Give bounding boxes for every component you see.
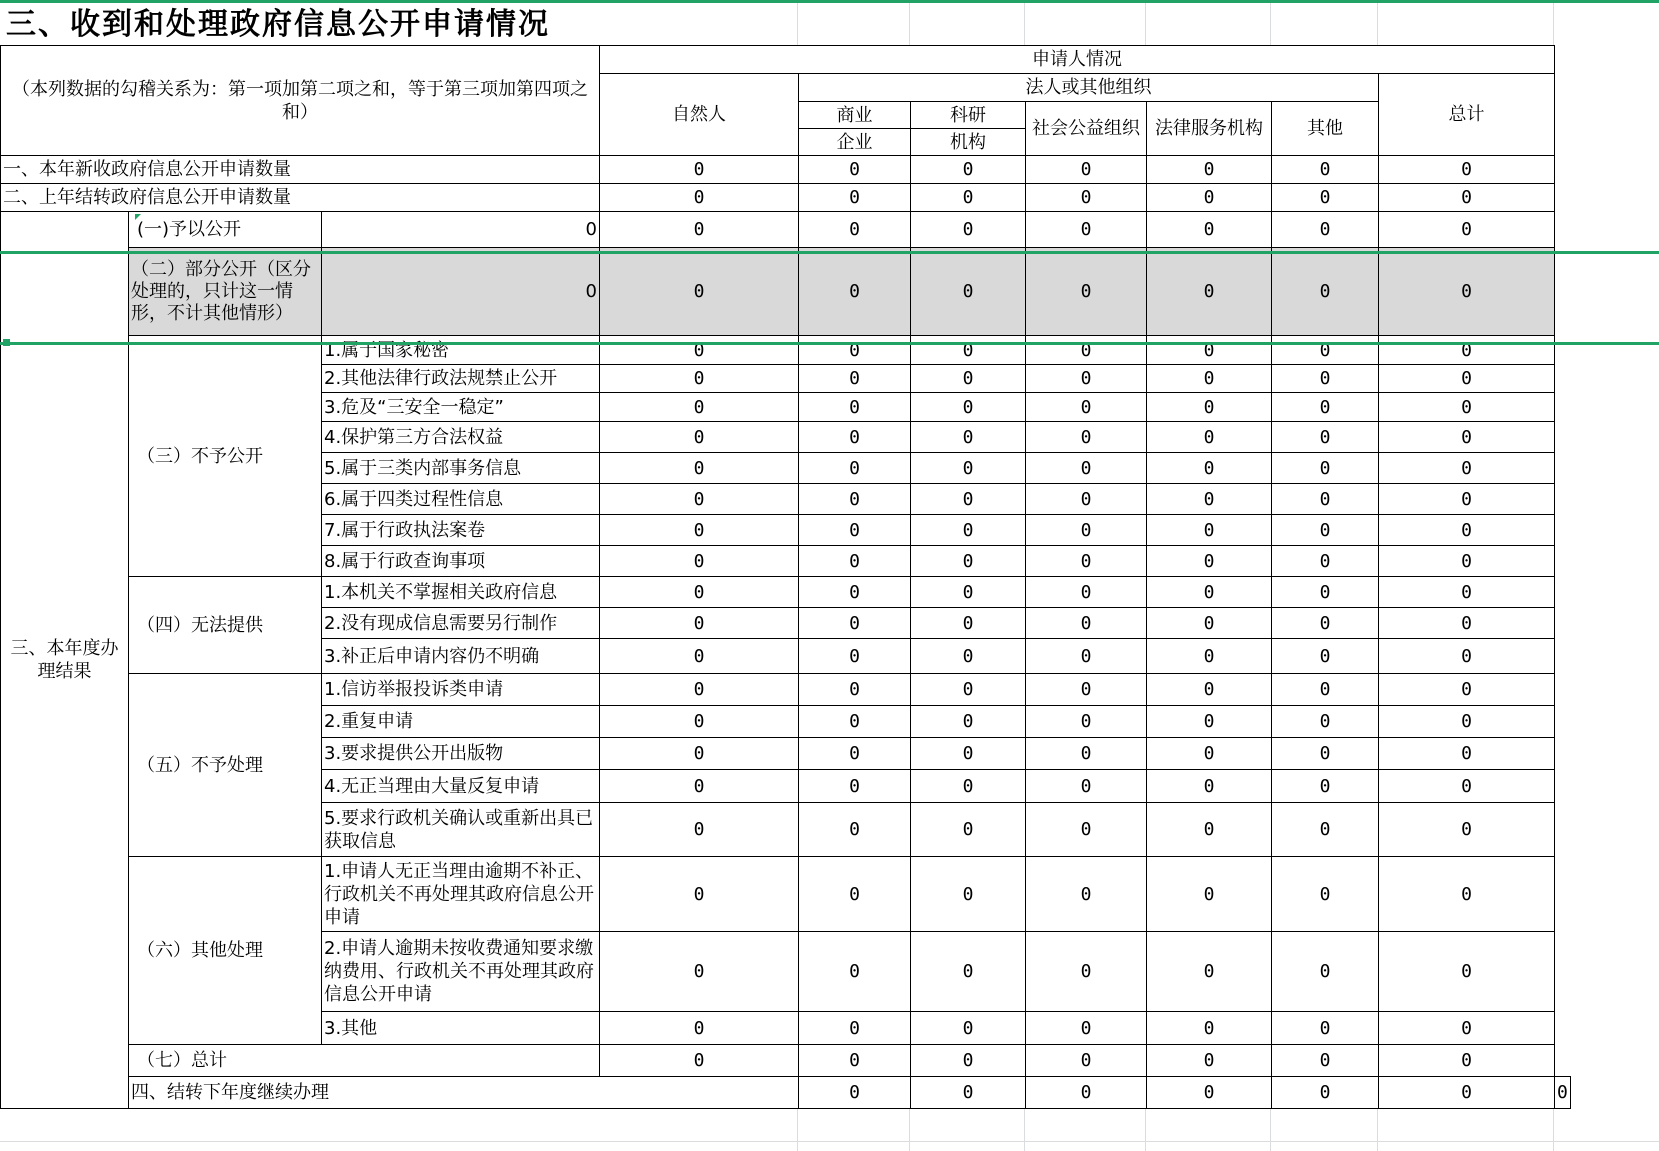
group-label[interactable]: （四）无法提供 bbox=[129, 577, 322, 674]
cell[interactable]: 0 bbox=[1026, 393, 1147, 422]
table-row bbox=[1, 674, 1571, 706]
header-natural-person[interactable]: 自然人 bbox=[600, 74, 799, 156]
page-title[interactable]: 三、收到和处理政府信息公开申请情况 bbox=[6, 7, 550, 42]
cell[interactable]: 0 bbox=[911, 393, 1026, 422]
cell[interactable]: 0 bbox=[1379, 608, 1555, 639]
cell[interactable]: 0 bbox=[1026, 453, 1147, 484]
cell[interactable]: 0 bbox=[322, 248, 600, 336]
cell[interactable]: 0 bbox=[911, 1045, 1026, 1077]
cell[interactable]: 0 bbox=[1379, 184, 1555, 212]
cell[interactable]: 0 bbox=[600, 1012, 799, 1045]
row-label[interactable]: 1.信访举报投诉类申请 bbox=[322, 674, 600, 706]
cell[interactable]: 0 bbox=[1272, 156, 1379, 184]
cell[interactable]: 0 bbox=[911, 422, 1026, 453]
row-label[interactable]: 一、本年新收政府信息公开申请数量 bbox=[1, 156, 600, 184]
header-legal-service[interactable]: 法律服务机构 bbox=[1147, 102, 1272, 156]
fill-handle[interactable] bbox=[3, 339, 10, 346]
table-row bbox=[1, 1045, 1571, 1077]
row-label[interactable]: 4.无正当理由大量反复申请 bbox=[322, 770, 600, 803]
group-label[interactable]: （五）不予处理 bbox=[129, 674, 322, 857]
cell[interactable]: 0 bbox=[600, 248, 799, 336]
cell[interactable]: 0 bbox=[1026, 857, 1147, 932]
cell[interactable]: 0 bbox=[1026, 803, 1147, 857]
cell[interactable]: 0 bbox=[911, 770, 1026, 803]
row-label[interactable]: （七）总计 bbox=[129, 1045, 600, 1077]
cell[interactable]: 0 bbox=[1272, 639, 1379, 674]
row-label[interactable]: 4.保护第三方合法权益 bbox=[322, 422, 600, 453]
cell[interactable]: 0 bbox=[911, 156, 1026, 184]
cell[interactable]: 0 bbox=[600, 546, 799, 577]
cell[interactable]: 0 bbox=[600, 365, 799, 393]
cell[interactable]: 0 bbox=[911, 577, 1026, 608]
header-applicant[interactable]: 申请人情况 bbox=[600, 46, 1555, 74]
cell[interactable]: 0 bbox=[600, 484, 799, 515]
cell[interactable]: 0 bbox=[1272, 184, 1379, 212]
table-row bbox=[1, 184, 1571, 212]
cell[interactable]: 0 bbox=[1026, 639, 1147, 674]
cell[interactable]: 0 bbox=[799, 608, 911, 639]
row-label[interactable]: 5.要求行政机关确认或重新出具已获取信息 bbox=[322, 803, 600, 857]
cell[interactable]: 0 bbox=[1147, 738, 1272, 770]
row-label[interactable]: 2.没有现成信息需要另行制作 bbox=[322, 608, 600, 639]
cell[interactable]: 0 bbox=[1272, 803, 1379, 857]
result-section-label[interactable]: 三、本年度办理结果 bbox=[1, 212, 129, 1109]
header-business-top[interactable]: 商业 bbox=[799, 102, 911, 129]
cell[interactable]: 0 bbox=[322, 212, 600, 248]
row-label[interactable]: 3.其他 bbox=[322, 1012, 600, 1045]
header-total[interactable]: 总计 bbox=[1379, 74, 1555, 156]
cell[interactable]: 0 bbox=[799, 674, 911, 706]
cell[interactable]: 0 bbox=[1272, 453, 1379, 484]
gridline bbox=[0, 1141, 1659, 1142]
cell[interactable]: 0 bbox=[799, 393, 911, 422]
cell[interactable]: 0 bbox=[1272, 1077, 1379, 1109]
cell[interactable]: 0 bbox=[1272, 212, 1379, 248]
cell[interactable]: 0 bbox=[799, 184, 911, 212]
cell[interactable]: 0 bbox=[1026, 336, 1147, 365]
cell[interactable]: 0 bbox=[1379, 393, 1555, 422]
cell[interactable]: 0 bbox=[1379, 1045, 1555, 1077]
cell[interactable]: 0 bbox=[600, 393, 799, 422]
table-row-selected bbox=[1, 248, 1571, 336]
cell[interactable]: 0 bbox=[911, 674, 1026, 706]
cell[interactable]: 0 bbox=[1147, 857, 1272, 932]
comment-indicator-icon bbox=[135, 214, 141, 220]
cell[interactable]: 0 bbox=[1147, 546, 1272, 577]
cell[interactable]: 0 bbox=[600, 1045, 799, 1077]
cell[interactable]: 0 bbox=[799, 706, 911, 738]
cell[interactable]: 0 bbox=[1147, 393, 1272, 422]
cell[interactable]: 0 bbox=[799, 484, 911, 515]
cell[interactable]: 0 bbox=[1272, 932, 1379, 1012]
row-label[interactable]: 3.要求提供公开出版物 bbox=[322, 738, 600, 770]
cell[interactable]: 0 bbox=[600, 857, 799, 932]
cell[interactable]: 0 bbox=[600, 608, 799, 639]
cell[interactable]: 0 bbox=[1147, 422, 1272, 453]
cell[interactable]: 0 bbox=[911, 484, 1026, 515]
row-label[interactable]: 2.申请人逾期未按收费通知要求缴纳费用、行政机关不再处理其政府信息公开申请 bbox=[322, 932, 600, 1012]
cell[interactable]: 0 bbox=[799, 453, 911, 484]
cell[interactable]: 0 bbox=[1379, 365, 1555, 393]
cell[interactable]: 0 bbox=[799, 1045, 911, 1077]
cell[interactable]: 0 bbox=[600, 453, 799, 484]
cell[interactable]: 0 bbox=[600, 422, 799, 453]
cell[interactable]: 0 bbox=[911, 336, 1026, 365]
cell[interactable]: 0 bbox=[1379, 577, 1555, 608]
cell[interactable]: 0 bbox=[1272, 336, 1379, 365]
cell[interactable]: 0 bbox=[1379, 422, 1555, 453]
header-research-bottom[interactable]: 机构 bbox=[911, 129, 1026, 156]
cell[interactable]: 0 bbox=[1147, 156, 1272, 184]
cell[interactable]: 0 bbox=[799, 738, 911, 770]
cell[interactable]: 0 bbox=[1379, 484, 1555, 515]
cell[interactable]: 0 bbox=[911, 738, 1026, 770]
cell[interactable]: 0 bbox=[799, 1012, 911, 1045]
cell[interactable]: 0 bbox=[911, 857, 1026, 932]
cell[interactable]: 0 bbox=[1379, 1012, 1555, 1045]
cell[interactable]: 0 bbox=[911, 932, 1026, 1012]
cell[interactable]: 0 bbox=[1379, 156, 1555, 184]
table-row bbox=[1, 857, 1571, 932]
group-label[interactable]: （六）其他处理 bbox=[129, 857, 322, 1045]
cell[interactable]: 0 bbox=[1147, 803, 1272, 857]
cell[interactable]: 0 bbox=[1272, 422, 1379, 453]
cell[interactable]: 0 bbox=[1272, 515, 1379, 546]
cell[interactable]: 0 bbox=[799, 336, 911, 365]
row-label[interactable]: 6.属于四类过程性信息 bbox=[322, 484, 600, 515]
cell[interactable]: 0 bbox=[799, 212, 911, 248]
cell[interactable]: 0 bbox=[1379, 674, 1555, 706]
cell[interactable]: 0 bbox=[1026, 932, 1147, 1012]
cell[interactable]: 0 bbox=[1026, 248, 1147, 336]
cell[interactable]: 0 bbox=[1026, 1077, 1147, 1109]
cell[interactable]: 0 bbox=[911, 706, 1026, 738]
row-label[interactable]: 1.申请人无正当理由逾期不补正、行政机关不再处理其政府信息公开申请 bbox=[322, 857, 600, 932]
table-row bbox=[1, 156, 1571, 184]
cell[interactable]: 0 bbox=[600, 738, 799, 770]
cell[interactable]: 0 bbox=[1147, 608, 1272, 639]
cell[interactable]: 0 bbox=[1147, 248, 1272, 336]
cell[interactable]: 0 bbox=[911, 803, 1026, 857]
cell[interactable]: 0 bbox=[1147, 453, 1272, 484]
cell[interactable]: 0 bbox=[799, 639, 911, 674]
table-row bbox=[1, 336, 1571, 365]
cell[interactable]: 0 bbox=[1379, 212, 1555, 248]
cell[interactable]: 0 bbox=[1147, 706, 1272, 738]
cell[interactable]: 0 bbox=[600, 770, 799, 803]
cell[interactable]: 0 bbox=[799, 156, 911, 184]
cell[interactable]: 0 bbox=[799, 1077, 911, 1109]
cell[interactable]: 0 bbox=[799, 770, 911, 803]
cell[interactable]: 0 bbox=[799, 546, 911, 577]
cell[interactable]: 0 bbox=[1379, 770, 1555, 803]
header-business-bottom[interactable]: 企业 bbox=[799, 129, 911, 156]
row-label[interactable]: 二、上年结转政府信息公开申请数量 bbox=[1, 184, 600, 212]
cell[interactable]: 0 bbox=[1379, 932, 1555, 1012]
cell[interactable]: 0 bbox=[1026, 422, 1147, 453]
row-label[interactable]: 8.属于行政查询事项 bbox=[322, 546, 600, 577]
header-legal-group[interactable]: 法人或其他组织 bbox=[799, 74, 1379, 102]
cell[interactable]: 0 bbox=[799, 857, 911, 932]
cell[interactable]: 0 bbox=[1272, 546, 1379, 577]
cell[interactable]: 0 bbox=[1026, 608, 1147, 639]
cell[interactable]: 0 bbox=[911, 184, 1026, 212]
cell[interactable]: 0 bbox=[911, 453, 1026, 484]
cell[interactable]: 0 bbox=[1147, 184, 1272, 212]
cell[interactable]: 0 bbox=[1026, 515, 1147, 546]
cell[interactable]: 0 bbox=[1147, 515, 1272, 546]
cell[interactable]: 0 bbox=[1379, 738, 1555, 770]
cell[interactable]: 0 bbox=[1272, 248, 1379, 336]
cell[interactable]: 0 bbox=[1272, 674, 1379, 706]
cell[interactable]: 0 bbox=[1026, 770, 1147, 803]
cell[interactable]: 0 bbox=[1026, 1045, 1147, 1077]
cell[interactable]: 0 bbox=[1379, 546, 1555, 577]
header-note[interactable]: （本列数据的勾稽关系为：第一项加第二项之和，等于第三项加第四项之和） bbox=[1, 46, 600, 156]
cell[interactable]: 0 bbox=[1272, 365, 1379, 393]
cell[interactable]: 0 bbox=[600, 156, 799, 184]
cell[interactable]: 0 bbox=[1272, 738, 1379, 770]
row-label[interactable]: 2.重复申请 bbox=[322, 706, 600, 738]
cell[interactable]: 0 bbox=[1147, 1045, 1272, 1077]
cell[interactable]: 0 bbox=[1379, 857, 1555, 932]
cell[interactable]: 0 bbox=[600, 803, 799, 857]
cell[interactable]: 0 bbox=[799, 803, 911, 857]
cell[interactable]: 0 bbox=[1272, 1012, 1379, 1045]
report-table bbox=[0, 45, 1571, 1109]
cell[interactable]: 0 bbox=[1379, 1077, 1555, 1109]
cell[interactable]: 0 bbox=[1147, 674, 1272, 706]
cell[interactable]: 0 bbox=[911, 365, 1026, 393]
cell[interactable]: 0 bbox=[911, 1012, 1026, 1045]
cell[interactable]: 0 bbox=[799, 365, 911, 393]
cell[interactable]: 0 bbox=[1026, 212, 1147, 248]
cell[interactable]: 0 bbox=[911, 515, 1026, 546]
cell[interactable]: 0 bbox=[600, 932, 799, 1012]
cell[interactable]: 0 bbox=[1272, 608, 1379, 639]
cell[interactable]: 0 bbox=[799, 515, 911, 546]
cell[interactable]: 0 bbox=[1379, 248, 1555, 336]
cell[interactable]: 0 bbox=[1147, 577, 1272, 608]
row-label[interactable]: 5.属于三类内部事务信息 bbox=[322, 453, 600, 484]
cell[interactable]: 0 bbox=[1272, 577, 1379, 608]
cell[interactable]: 0 bbox=[1272, 706, 1379, 738]
cell[interactable]: 0 bbox=[1147, 639, 1272, 674]
cell[interactable]: 0 bbox=[911, 248, 1026, 336]
table-row bbox=[1, 212, 1571, 248]
cell[interactable]: 0 bbox=[1026, 365, 1147, 393]
cell[interactable]: 0 bbox=[1272, 484, 1379, 515]
header-public-welfare[interactable]: 社会公益组织 bbox=[1026, 102, 1147, 156]
cell[interactable]: 0 bbox=[1147, 336, 1272, 365]
cell[interactable]: 0 bbox=[1379, 639, 1555, 674]
cell[interactable]: 0 bbox=[799, 422, 911, 453]
cell[interactable]: 0 bbox=[1026, 738, 1147, 770]
cell[interactable]: 0 bbox=[600, 577, 799, 608]
cell[interactable]: 0 bbox=[600, 336, 799, 365]
row-label[interactable]: (一)予以公开 bbox=[129, 212, 322, 248]
cell[interactable]: 0 bbox=[1026, 674, 1147, 706]
cell[interactable]: 0 bbox=[1026, 546, 1147, 577]
cell[interactable]: 0 bbox=[911, 639, 1026, 674]
selection-top-edge bbox=[0, 0, 1659, 3]
cell[interactable]: 0 bbox=[1026, 156, 1147, 184]
cell[interactable]: 0 bbox=[1379, 515, 1555, 546]
cell[interactable]: 0 bbox=[799, 248, 911, 336]
cell[interactable]: 0 bbox=[1026, 1012, 1147, 1045]
cell[interactable]: 0 bbox=[799, 577, 911, 608]
cell[interactable]: 0 bbox=[1379, 336, 1555, 365]
cell[interactable]: 0 bbox=[600, 639, 799, 674]
cell[interactable]: 0 bbox=[1026, 577, 1147, 608]
row-label[interactable]: 四、结转下年度继续办理 bbox=[129, 1077, 799, 1109]
cell[interactable]: 0 bbox=[1272, 770, 1379, 803]
header-research-top[interactable]: 科研 bbox=[911, 102, 1026, 129]
header-other[interactable]: 其他 bbox=[1272, 102, 1379, 156]
cell[interactable]: 0 bbox=[1379, 453, 1555, 484]
table-row bbox=[1, 1077, 1571, 1109]
cell[interactable]: 0 bbox=[1147, 932, 1272, 1012]
cell[interactable]: 0 bbox=[1026, 706, 1147, 738]
cell[interactable]: 0 bbox=[1379, 706, 1555, 738]
table-row bbox=[1, 577, 1571, 608]
group-label[interactable]: （三）不予公开 bbox=[129, 336, 322, 577]
row-label[interactable]: 1.本机关不掌握相关政府信息 bbox=[322, 577, 600, 608]
row-label[interactable]: 7.属于行政执法案卷 bbox=[322, 515, 600, 546]
row-label[interactable]: （二）部分公开（区分处理的，只计这一情形，不计其他情形） bbox=[129, 248, 322, 336]
cell[interactable]: 0 bbox=[1272, 1045, 1379, 1077]
cell[interactable]: 0 bbox=[1147, 1077, 1272, 1109]
cell[interactable]: 0 bbox=[1272, 393, 1379, 422]
cell[interactable]: 0 bbox=[1147, 770, 1272, 803]
cell[interactable]: 0 bbox=[1379, 803, 1555, 857]
cell[interactable]: 0 bbox=[1555, 1077, 1571, 1109]
cell[interactable]: 0 bbox=[911, 212, 1026, 248]
cell[interactable]: 0 bbox=[1147, 212, 1272, 248]
cell[interactable]: 0 bbox=[1026, 484, 1147, 515]
cell[interactable]: 0 bbox=[911, 608, 1026, 639]
cell[interactable]: 0 bbox=[1147, 1012, 1272, 1045]
cell[interactable]: 0 bbox=[911, 1077, 1026, 1109]
row-label[interactable]: 2.其他法律行政法规禁止公开 bbox=[322, 365, 600, 393]
cell[interactable]: 0 bbox=[600, 515, 799, 546]
cell[interactable]: 0 bbox=[1272, 857, 1379, 932]
cell[interactable]: 0 bbox=[600, 212, 799, 248]
cell[interactable]: 0 bbox=[1026, 184, 1147, 212]
row-label[interactable]: 1.属于国家秘密 bbox=[322, 336, 600, 365]
cell[interactable]: 0 bbox=[600, 706, 799, 738]
cell[interactable]: 0 bbox=[600, 674, 799, 706]
cell[interactable]: 0 bbox=[1147, 484, 1272, 515]
cell[interactable]: 0 bbox=[1147, 365, 1272, 393]
cell[interactable]: 0 bbox=[799, 932, 911, 1012]
cell[interactable]: 0 bbox=[911, 546, 1026, 577]
row-label[interactable]: 3.危及“三安全一稳定” bbox=[322, 393, 600, 422]
row-label[interactable]: 3.补正后申请内容仍不明确 bbox=[322, 639, 600, 674]
cell[interactable]: 0 bbox=[600, 184, 799, 212]
